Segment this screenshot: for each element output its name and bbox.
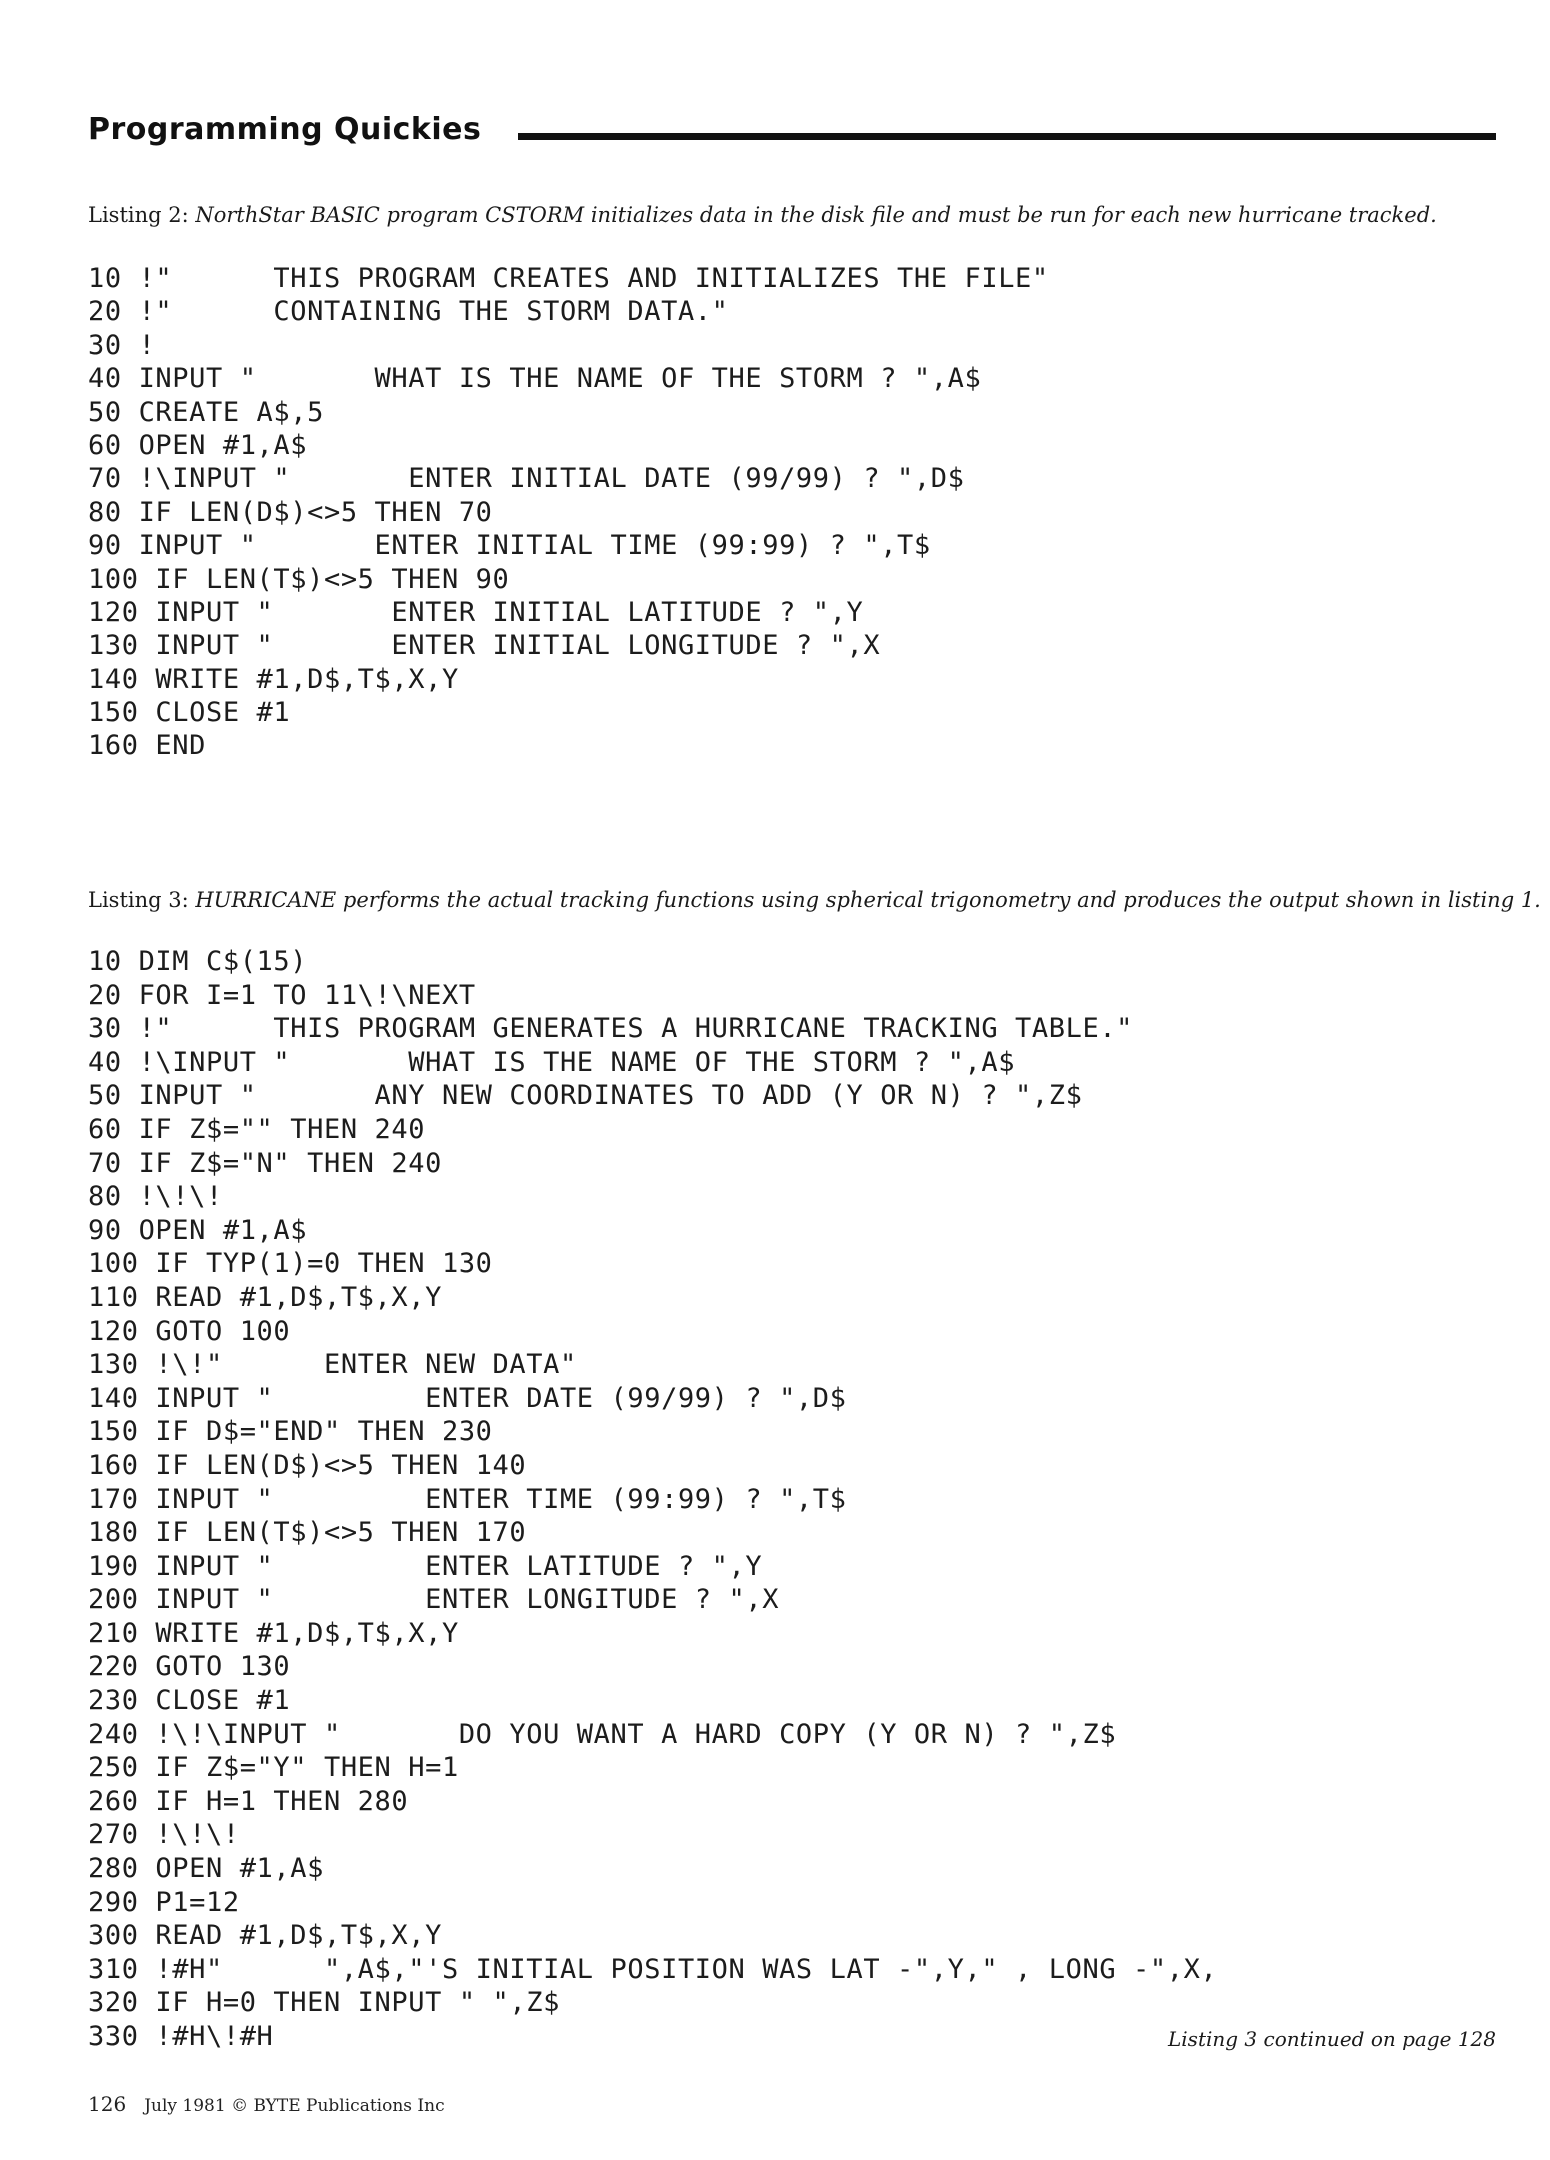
listing-2-label: Listing 2: [88,203,189,227]
code-line: 260 IF H=1 THEN 280 [88,1785,409,1817]
continued-note: Listing 3 continued on page 128 [1168,2027,1496,2051]
listing-3-label: Listing 3: [88,888,189,912]
code-line: 240 !\!\INPUT " DO YOU WANT A HARD COPY (Y OR N) ? ",Z$ [88,1718,1117,1750]
issue-credit: July 1981 © BYTE Publications Inc [144,2096,445,2116]
listing-2-caption-text: NorthStar BASIC program CSTORM initializes data in the disk file and must be run for each new hurricane tracked. [188,203,1437,227]
listing-2-caption [88,201,1508,229]
code-line: 330 !#H\!#H [88,2021,274,2052]
listing-3-caption-text: HURRICANE performs the actual tracking functions using spherical trigonometry and produces the output shown in listing 1. [188,888,1541,912]
code-line: 130 !\!" ENTER NEW DATA" [88,1349,577,1381]
page-footer [88,2092,445,2116]
code-line: 120 INPUT " ENTER INITIAL LATITUDE ? ",Y [88,596,864,628]
code-line: 150 CLOSE #1 [88,697,291,729]
code-line: 90 OPEN #1,A$ [88,1214,308,1246]
code-line: 60 IF Z$="" THEN 240 [88,1113,426,1145]
code-line: 30 !" THIS PROGRAM GENERATES A HURRICANE TRACKING TABLE." [88,1013,1134,1045]
code-line: 200 INPUT " ENTER LONGITUDE ? ",X [88,1584,780,1616]
code-line: 130 INPUT " ENTER INITIAL LONGITUDE ? ",X [88,630,881,662]
code-line: 190 INPUT " ENTER LATITUDE ? ",Y [88,1550,763,1582]
listing-3-caption [88,886,1541,914]
code-line: 310 !#H" ",A$,"'S INITIAL POSITION WAS LAT -",Y," , LONG -",X, [88,1953,1218,1985]
code-line: 250 IF Z$="Y" THEN H=1 [88,1752,459,1784]
code-line: 320 IF H=0 THEN INPUT " ",Z$ [88,1987,560,2019]
code-line: 220 GOTO 130 [88,1651,291,1683]
code-line: 160 END [88,730,206,762]
code-line: 140 INPUT " ENTER DATE (99/99) ? ",D$ [88,1382,847,1414]
code-line: 10 !" THIS PROGRAM CREATES AND INITIALIZES THE FILE" [88,263,1049,294]
code-line: 60 OPEN #1,A$ [88,429,308,461]
code-line: 20 !" CONTAINING THE STORM DATA." [88,296,729,328]
code-line: 100 IF TYP(1)=0 THEN 130 [88,1248,493,1280]
code-line: 80 !\!\! [88,1181,223,1213]
section-header [88,108,1496,152]
page-number: 126 [88,2092,127,2116]
code-line: 150 IF D$="END" THEN 230 [88,1416,493,1448]
code-line: 210 WRITE #1,D$,T$,X,Y [88,1617,459,1649]
code-line: 100 IF LEN(T$)<>5 THEN 90 [88,563,510,595]
code-line: 80 IF LEN(D$)<>5 THEN 70 [88,496,493,528]
code-line: 180 IF LEN(T$)<>5 THEN 170 [88,1517,527,1549]
code-line: 120 GOTO 100 [88,1315,291,1347]
code-line: 270 !\!\! [88,1819,240,1851]
code-line: 280 OPEN #1,A$ [88,1853,324,1885]
code-line: 30 ! [88,329,156,361]
code-line: 50 INPUT " ANY NEW COORDINATES TO ADD (Y OR N) ? ",Z$ [88,1080,1083,1112]
code-line: 290 P1=12 [88,1886,240,1918]
code-line: 140 WRITE #1,D$,T$,X,Y [88,663,459,695]
header-rule [518,133,1496,140]
code-line: 20 FOR I=1 TO 11\!\NEXT [88,979,476,1011]
code-line: 10 DIM C$(15) [88,946,308,977]
code-line: 70 IF Z$="N" THEN 240 [88,1147,442,1179]
listing-3-code [88,945,1217,2054]
code-line: 160 IF LEN(D$)<>5 THEN 140 [88,1449,527,1481]
code-line: 110 READ #1,D$,T$,X,Y [88,1281,442,1313]
code-line: 40 INPUT " WHAT IS THE NAME OF THE STORM ? ",A$ [88,363,982,395]
section-title: Programming Quickies [88,108,487,152]
code-line: 300 READ #1,D$,T$,X,Y [88,1920,442,1952]
code-line: 50 CREATE A$,5 [88,396,324,428]
listing-2-code [88,262,1049,763]
code-line: 170 INPUT " ENTER TIME (99:99) ? ",T$ [88,1483,847,1515]
code-line: 70 !\INPUT " ENTER INITIAL DATE (99/99) ? ",D$ [88,463,965,495]
code-line: 230 CLOSE #1 [88,1685,291,1717]
code-line: 40 !\INPUT " WHAT IS THE NAME OF THE STORM ? ",A$ [88,1046,1016,1078]
code-line: 90 INPUT " ENTER INITIAL TIME (99:99) ? ",T$ [88,530,931,562]
